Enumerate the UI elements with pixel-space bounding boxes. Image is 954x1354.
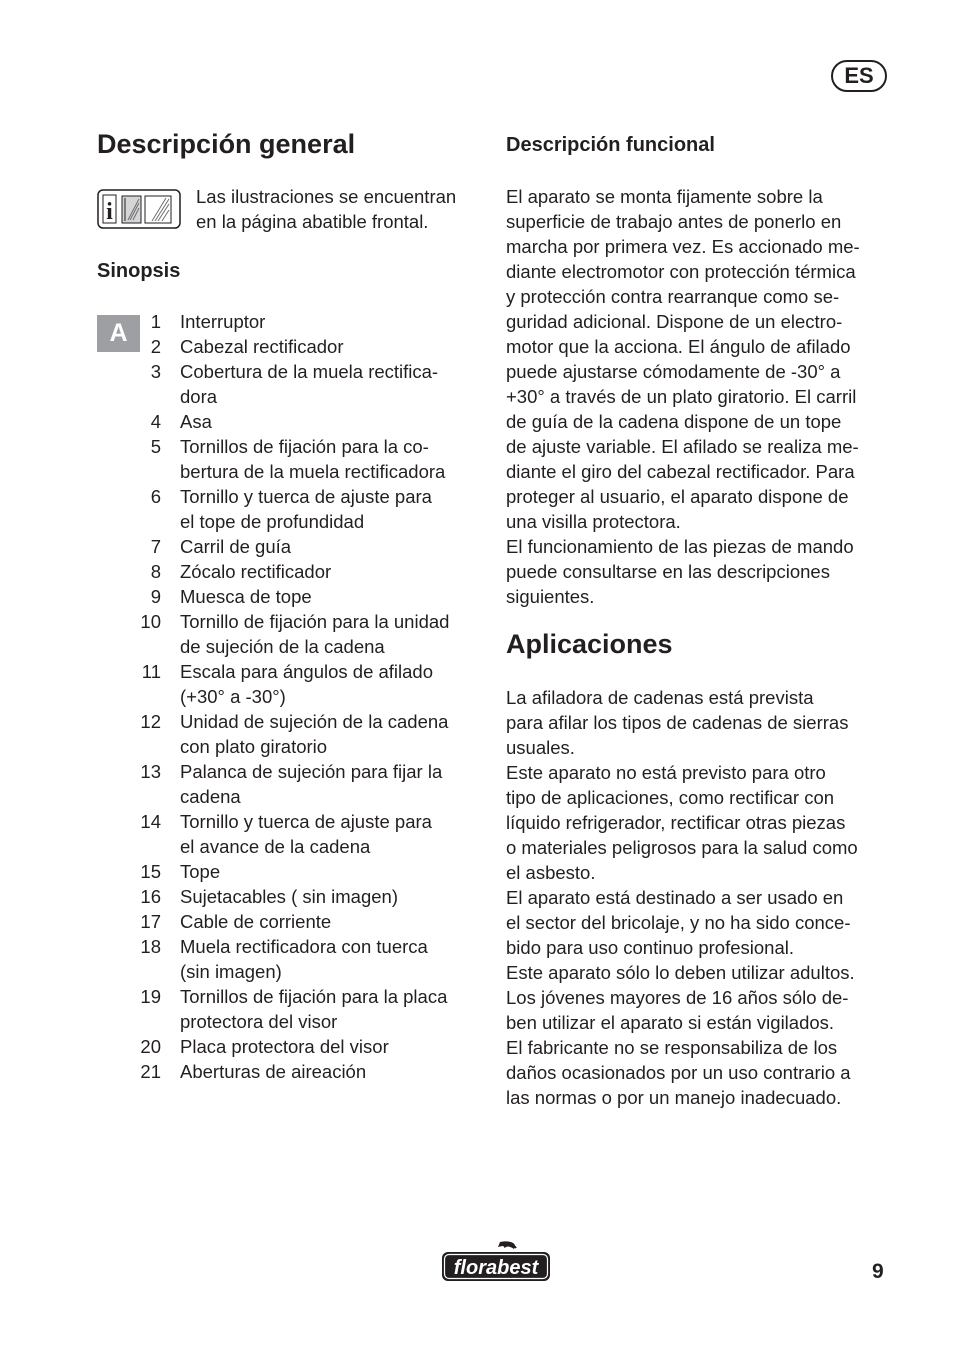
- applications-text: [506, 685, 896, 1110]
- parts-list-item: [130, 809, 490, 859]
- part-number: 16: [140, 886, 161, 907]
- florabest-logo: [440, 1240, 552, 1284]
- svg-text:i: i: [106, 199, 113, 225]
- part-number: 14: [140, 811, 161, 832]
- part-number: 10: [140, 611, 161, 632]
- parts-list-item: [130, 484, 490, 534]
- part-label: Tornillos de fijación para la placa protectora del visor: [180, 986, 448, 1032]
- parts-list-item: [130, 984, 490, 1034]
- part-number: 7: [150, 536, 161, 557]
- paragraph: El aparato está destinado a ser usado en el sector del bricolaje, y no ha sido conce- bido para uso continuo profesional.: [506, 887, 851, 958]
- part-number: 1: [150, 311, 161, 332]
- paragraph: El fabricante no se responsabiliza de los daños ocasionados por un uso contrario a las normas o por un manejo inadecuado.: [506, 1037, 851, 1108]
- part-label: Carril de guía: [180, 536, 292, 557]
- figure-label: A: [97, 315, 140, 352]
- paragraph: Este aparato sólo lo deben utilizar adultos. Los jóvenes mayores de 16 años sólo de- ben utilizar el aparato si están vigilados.: [506, 962, 855, 1033]
- parts-list-item: [130, 534, 490, 559]
- part-label: Cabezal rectificador: [180, 336, 344, 357]
- part-label: Sujetacables ( sin imagen): [180, 886, 398, 907]
- part-label: Tornillo de fijación para la unidad de sujeción de la cadena: [180, 611, 450, 657]
- part-label: Muela rectificadora con tuerca (sin imagen): [180, 936, 428, 982]
- part-number: 6: [150, 486, 161, 507]
- functional-description-text: [506, 184, 896, 609]
- parts-list: [130, 309, 490, 1084]
- functional-description-heading: Descripción funcional: [506, 134, 715, 156]
- part-number: 4: [150, 411, 161, 432]
- part-label: Placa protectora del visor: [180, 1036, 389, 1057]
- parts-list-item: [130, 709, 490, 759]
- part-label: Tope: [180, 861, 221, 882]
- synopsis-heading: Sinopsis: [97, 260, 181, 282]
- parts-list-item: [130, 1059, 490, 1084]
- parts-list-item: [130, 434, 490, 484]
- parts-list-item: [130, 584, 490, 609]
- info-note: Las ilustraciones se encuentran en la página abatible frontal.: [196, 186, 457, 232]
- part-number: 21: [140, 1061, 161, 1082]
- parts-list-item: [130, 884, 490, 909]
- part-number: 5: [150, 436, 161, 457]
- part-number: 15: [140, 861, 161, 882]
- part-label: Escala para ángulos de afilado (+30° a -30°): [180, 661, 434, 707]
- part-label: Cable de corriente: [180, 911, 332, 932]
- part-label: Asa: [180, 411, 212, 432]
- part-number: 13: [140, 761, 161, 782]
- part-number: 11: [141, 661, 161, 682]
- part-number: 2: [150, 336, 161, 357]
- parts-list-item: [130, 409, 490, 434]
- part-label: Interruptor: [180, 311, 266, 332]
- part-label: Aberturas de aireación: [180, 1061, 367, 1082]
- part-label: Tornillo y tuerca de ajuste para el avance de la cadena: [180, 811, 432, 857]
- page-number: 9: [872, 1260, 884, 1283]
- parts-list-item: [130, 759, 490, 809]
- fold-out-page-icon: [97, 189, 181, 229]
- part-label: Palanca de sujeción para fijar la cadena: [180, 761, 443, 807]
- paragraph: El funcionamiento de las piezas de mando puede consultarse en las descripciones siguientes.: [506, 536, 854, 607]
- part-number: 19: [140, 986, 161, 1007]
- part-number: 9: [150, 586, 161, 607]
- svg-text:florabest: florabest: [453, 1257, 539, 1279]
- section-title-applications: Aplicaciones: [506, 629, 673, 659]
- parts-list-item: [130, 859, 490, 884]
- language-badge: ES: [831, 60, 887, 92]
- part-label: Unidad de sujeción de la cadena con plato giratorio: [180, 711, 449, 757]
- paragraph: Este aparato no está previsto para otro tipo de aplicaciones, como rectificar con líquido refrigerador, rectificar otras piezas o materiales peligrosos para la salud como el asbesto.: [506, 762, 858, 883]
- part-label: Muesca de tope: [180, 586, 312, 607]
- parts-list-item: [130, 359, 490, 409]
- part-number: 20: [140, 1036, 161, 1057]
- parts-list-item: [130, 334, 490, 359]
- parts-list-item: [130, 909, 490, 934]
- parts-list-item: [130, 659, 490, 709]
- section-title-general: Descripción general: [97, 129, 356, 159]
- part-number: 8: [150, 561, 161, 582]
- parts-list-item: [130, 559, 490, 584]
- paragraph: El aparato se monta fijamente sobre la superficie de trabajo antes de ponerlo en marcha por primera vez. Es accionado me- diante electromotor con protección térmica y protección contra rearranque como se- guridad adicional. Dispone de un electro- motor que la acciona. El ángulo de afilado puede ajustarse cómodamente de -30° a +30° a través de un plato giratorio. El carril de guía de la cadena dispone de un tope de ajuste variable. El afilado se realiza me- diante el giro del cabezal rectificador. Para proteger al usuario, el aparato dispone de una visilla protectora.: [506, 186, 860, 532]
- part-number: 18: [140, 936, 161, 957]
- part-label: Cobertura de la muela rectifica- dora: [180, 361, 439, 407]
- part-label: Tornillos de fijación para la co- bertura de la muela rectificadora: [180, 436, 446, 482]
- parts-list-item: [130, 609, 490, 659]
- part-label: Zócalo rectificador: [180, 561, 332, 582]
- part-number: 17: [140, 911, 161, 932]
- part-label: Tornillo y tuerca de ajuste para el tope de profundidad: [180, 486, 432, 532]
- part-number: 12: [140, 711, 161, 732]
- parts-list-item: [130, 1034, 490, 1059]
- part-number: 3: [150, 361, 161, 382]
- parts-list-item: [130, 309, 490, 334]
- paragraph: La afiladora de cadenas está prevista para afilar los tipos de cadenas de sierras usuales.: [506, 687, 849, 758]
- parts-list-item: [130, 934, 490, 984]
